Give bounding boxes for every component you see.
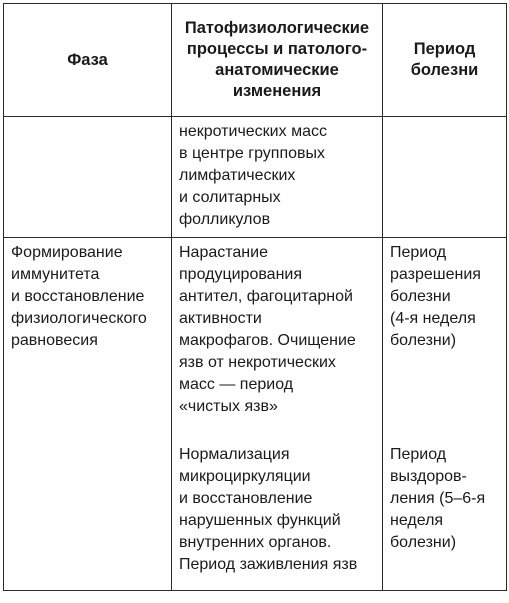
table-cell-phase — [4, 238, 172, 591]
disease-phases-table — [3, 3, 507, 591]
processes-text: некротических масс в центре групповых лимфатических и солитарных фолликулов — [179, 123, 327, 228]
table-cell-processes — [172, 117, 383, 238]
column-header-phase-label: Фаза — [67, 50, 108, 69]
table-cell-period — [383, 117, 507, 238]
column-header-processes — [172, 4, 383, 117]
table-cell-phase — [4, 117, 172, 238]
period-text — [383, 117, 506, 127]
table-row — [4, 238, 507, 591]
column-header-period-label: Период болезни — [410, 40, 479, 79]
period-text: Период выздоров- ления (5–6-я неделя болезни) — [390, 446, 486, 551]
table-row — [4, 117, 507, 238]
column-header-processes-label: Патофизиологические процессы и патолого-анатомические изменения — [184, 19, 370, 100]
phase-text — [4, 117, 171, 127]
table-header-row — [4, 4, 507, 117]
column-header-period — [383, 4, 507, 117]
column-header-phase — [4, 4, 172, 117]
processes-text: Нормализация микроциркуляции и восстановление нарушенных функций внутренних органов. Период заживления язв — [179, 446, 358, 573]
table-cell-period — [383, 238, 507, 591]
table-cell-processes — [172, 238, 383, 591]
phase-text: Формирование иммунитета и восстановление физиологического равновесия — [11, 244, 147, 349]
processes-text: Нарастание продуцирования антител, фагоцитарной активности макрофагов. Очищение язв от некротических масс — период «чистых язв» — [179, 244, 356, 415]
period-text: Период разрешения болезни (4-я неделя болезни) — [390, 244, 481, 349]
